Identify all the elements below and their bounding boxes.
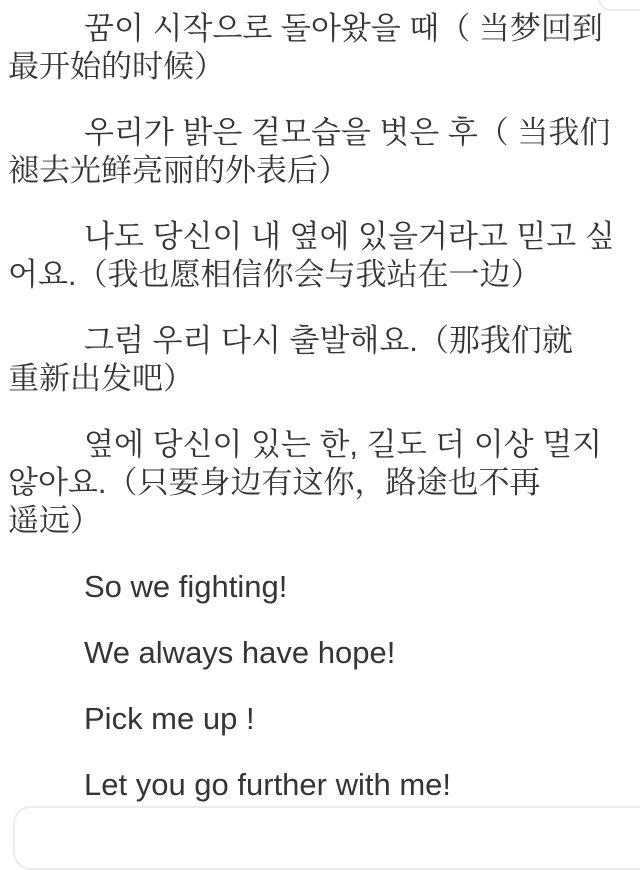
lyric-paragraph-ko-zh — [8, 218, 634, 294]
lyric-line: 最开始的时候） — [8, 49, 225, 84]
lyric-paragraph-ko-zh — [8, 322, 634, 398]
lyric-line: 옆에 당신이 있는 한, 길도 더 이상 멀지 — [84, 427, 603, 462]
lyric-paragraph-ko-zh — [8, 114, 634, 190]
lyric-paragraph-en — [8, 766, 634, 804]
lyric-paragraph-en — [8, 568, 634, 606]
lyric-line: 褪去光鲜亮丽的外表后） — [8, 153, 349, 188]
partial-card-bottom[interactable] — [13, 806, 640, 870]
lyric-line: Pick me up ! — [84, 701, 255, 736]
partial-button-top-right[interactable] — [598, 0, 640, 11]
lyric-line: 遥远） — [8, 503, 101, 538]
lyric-line: Let you go further with me! — [84, 767, 452, 802]
lyric-line: 나도 당신이 내 옆에 있을거라고 믿고 싶 — [84, 219, 615, 254]
lyric-line: 어요.（我也愿相信你会与我站在一边） — [8, 257, 542, 292]
lyric-line: So we fighting! — [84, 569, 288, 604]
lyric-paragraph-en — [8, 700, 634, 738]
lyric-line: 않아요.（只要身边有这你，路途也不再 — [8, 465, 541, 500]
lyric-line: 重新出发吧） — [8, 361, 194, 396]
lyric-paragraph-ko-zh — [8, 10, 634, 86]
lyric-line: We always have hope! — [84, 635, 396, 670]
lyric-paragraph-ko-zh — [8, 426, 634, 540]
lyric-line: 우리가 밝은 겉모습을 벗은 후（ 当我们 — [84, 115, 611, 150]
lyric-line: 꿈이 시작으로 돌아왔을 때（ 当梦回到 — [84, 11, 603, 46]
lyric-line: 그럼 우리 다시 출발해요.（那我们就 — [84, 323, 573, 358]
lyric-paragraph-en — [8, 634, 634, 672]
